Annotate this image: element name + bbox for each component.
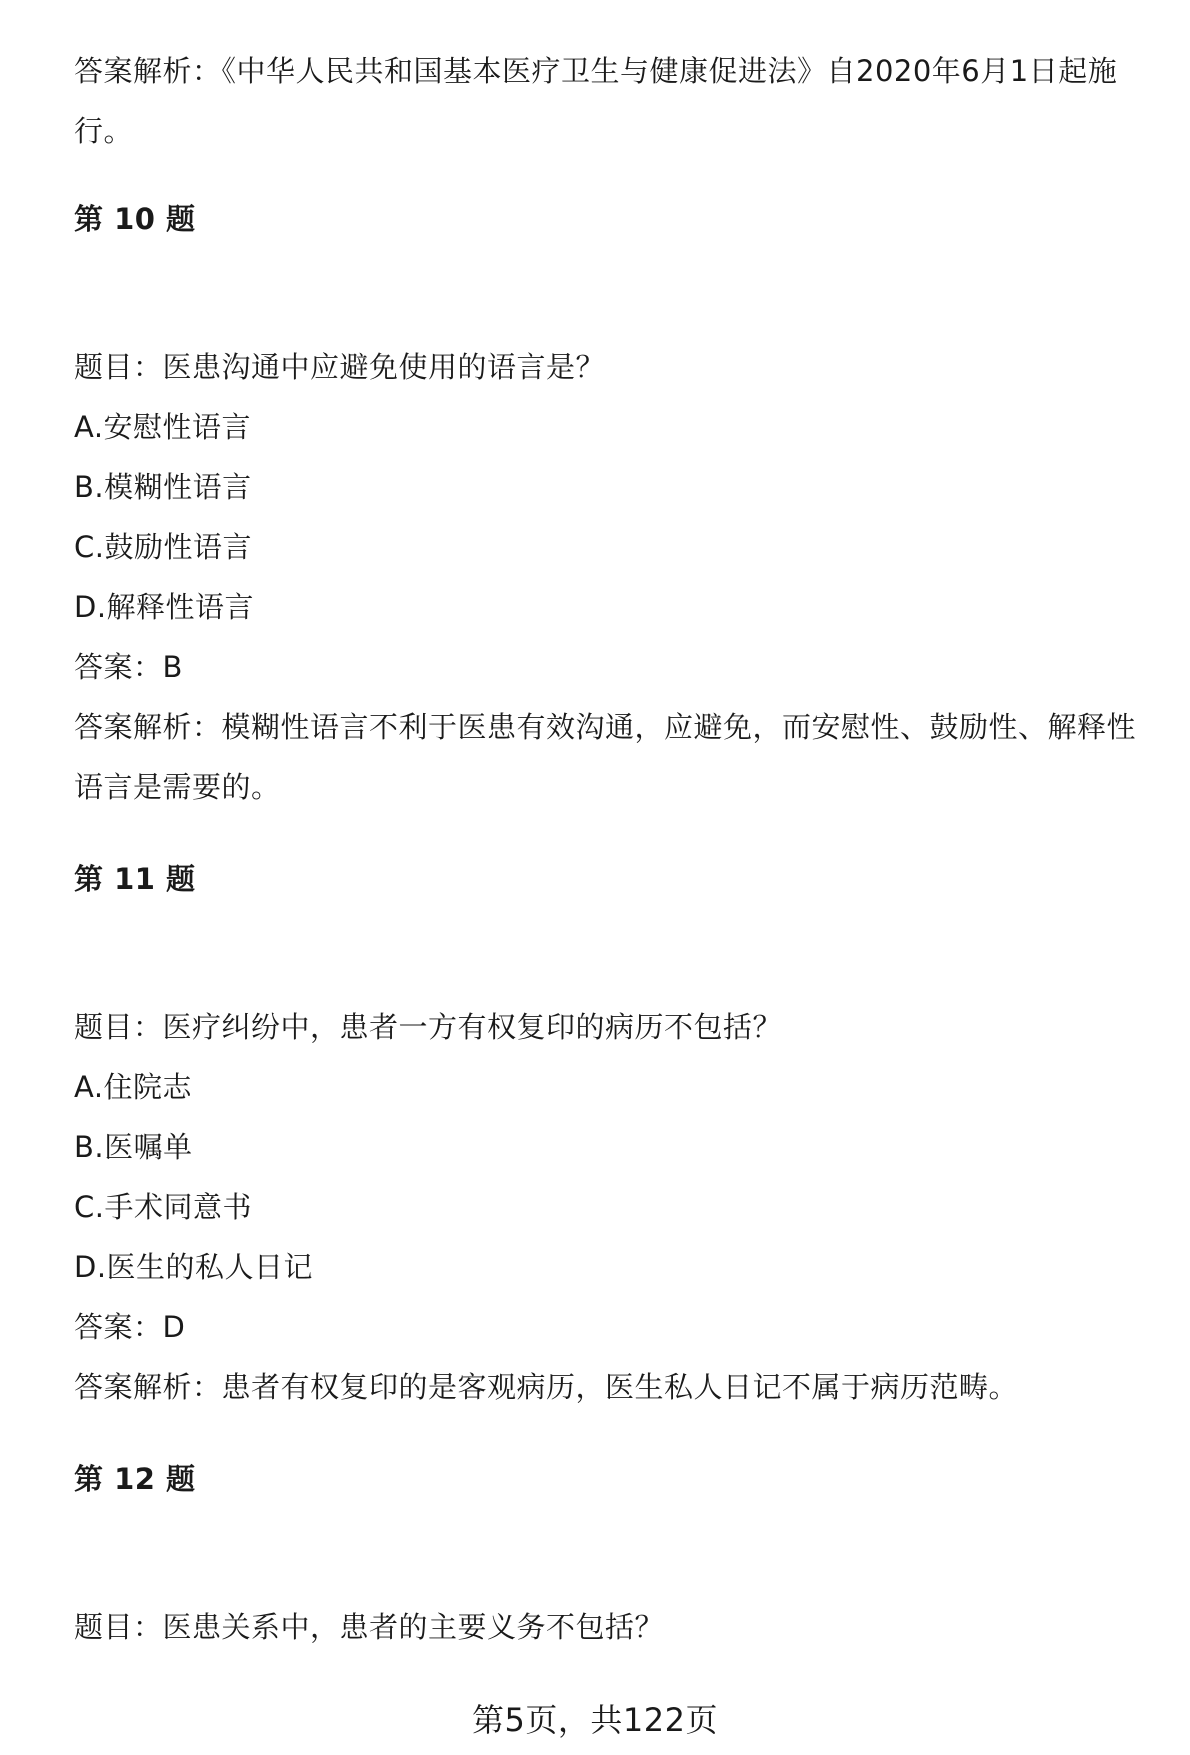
question-11-option-b: B.医嘱单 (74, 1130, 193, 1164)
question-11-stem: 题目：医疗纠纷中，患者一方有权复印的病历不包括？ (74, 1010, 783, 1044)
prev-analysis-line-1: 答案解析：《中华人民共和国基本医疗卫生与健康促进法》自2020年6月1日起施 (74, 54, 1118, 88)
question-10-stem: 题目：医患沟通中应避免使用的语言是？ (74, 350, 606, 384)
question-11-heading: 第 11 题 (74, 862, 196, 896)
question-10-heading: 第 10 题 (74, 202, 196, 236)
question-10-analysis-line-2: 语言是需要的。 (74, 770, 281, 804)
question-12-heading: 第 12 题 (74, 1462, 196, 1496)
question-11-answer: 答案：D (74, 1310, 186, 1344)
question-11-option-d: D.医生的私人日记 (74, 1250, 314, 1284)
question-10-option-d: D.解释性语言 (74, 590, 255, 624)
question-11-option-a: A.住院志 (74, 1070, 193, 1104)
question-10-option-c: C.鼓励性语言 (74, 530, 252, 564)
question-11-analysis-line-1: 答案解析：患者有权复印的是客观病历，医生私人日记不属于病历范畴。 (74, 1370, 1019, 1404)
prev-analysis-line-2: 行。 (74, 114, 134, 148)
page-number-footer: 第5页，共122页 (472, 1701, 718, 1739)
question-10-analysis-line-1: 答案解析：模糊性语言不利于医患有效沟通，应避免，而安慰性、鼓励性、解释性 (74, 710, 1137, 744)
question-10-option-a: A.安慰性语言 (74, 410, 252, 444)
question-10-answer: 答案：B (74, 650, 183, 684)
question-11-option-c: C.手术同意书 (74, 1190, 252, 1224)
question-10-option-b: B.模糊性语言 (74, 470, 252, 504)
question-12-stem: 题目：医患关系中，患者的主要义务不包括？ (74, 1610, 665, 1644)
